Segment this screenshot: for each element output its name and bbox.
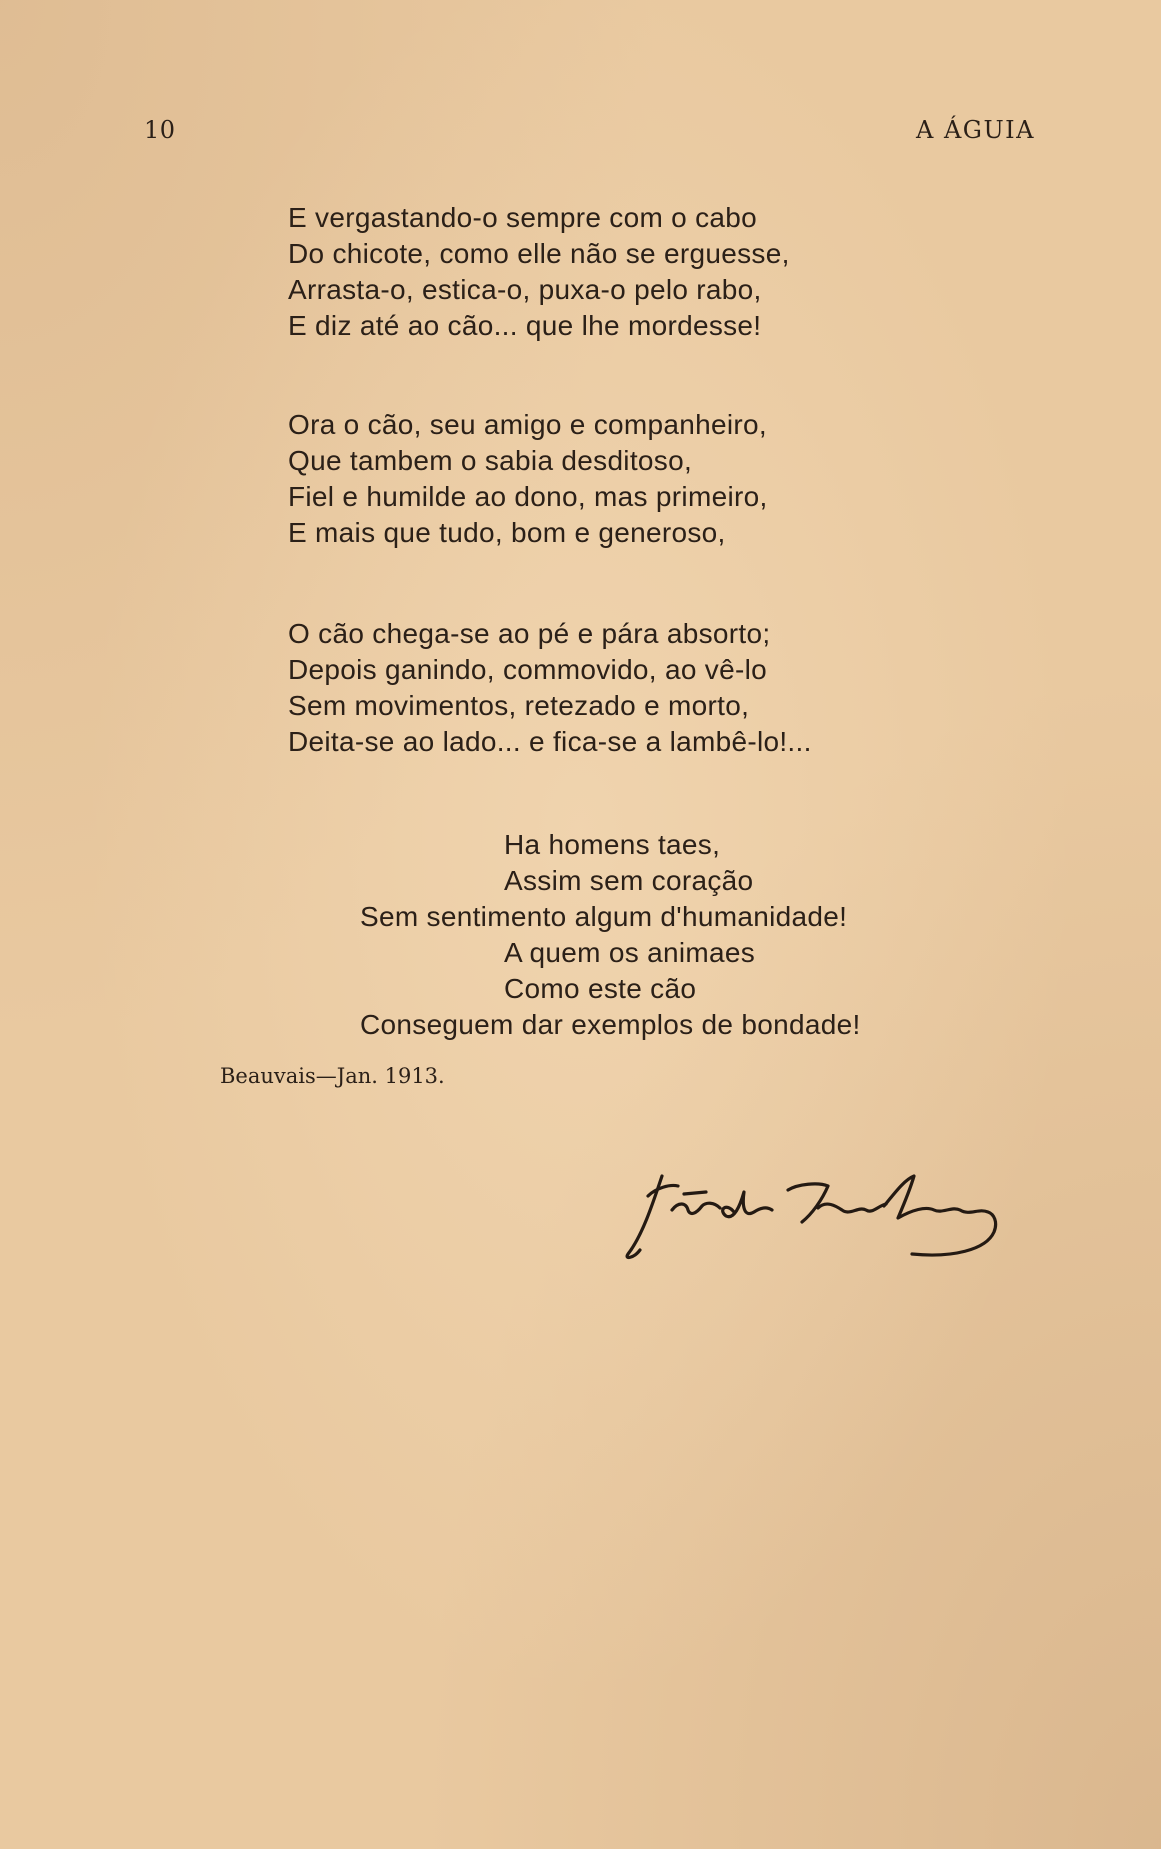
poem-line: Deita-se ao lado... e fica-se a lambê-lo!... xyxy=(288,726,812,757)
poem-stanza-2 xyxy=(288,407,768,551)
poem-line: Ora o cão, seu amigo e companheiro, xyxy=(288,409,767,440)
poem-line: A quem os animaes xyxy=(504,937,756,968)
poem-line: Do chicote, como elle não se erguesse, xyxy=(288,238,790,269)
poem-line: Assim sem coração xyxy=(504,865,754,896)
poem-line: Depois ganindo, commovido, ao vê-lo xyxy=(288,654,767,685)
poem-stanza-1 xyxy=(288,200,790,344)
poem-line: Arrasta-o, estica-o, puxa-o pelo rabo, xyxy=(288,274,762,305)
poem-line: Conseguem dar exemplos de bondade! xyxy=(360,1009,861,1040)
poem-line: O cão chega-se ao pé e pára absorto; xyxy=(288,618,771,649)
poem-line: Sem sentimento algum d'humanidade! xyxy=(360,901,848,932)
poem-line: E mais que tudo, bom e generoso, xyxy=(288,517,726,548)
poem-line: E vergastando-o sempre com o cabo xyxy=(288,202,758,233)
poem-line: E diz até ao cão... que lhe mordesse! xyxy=(288,310,762,341)
poem-line: Fiel e humilde ao dono, mas primeiro, xyxy=(288,481,768,512)
poem-stanza-4 xyxy=(360,827,861,1043)
page-number: 10 xyxy=(144,116,176,144)
poem-line: Como este cão xyxy=(504,973,697,1004)
poem-line: Ha homens taes, xyxy=(504,829,721,860)
poem-stanza-3 xyxy=(288,616,812,760)
handwritten-signature-icon xyxy=(622,1166,1022,1266)
dateline: Beauvais—Jan. 1913. xyxy=(220,1064,445,1088)
poem-line: Sem movimentos, retezado e morto, xyxy=(288,690,750,721)
poem-line: Que tambem o sabia desditoso, xyxy=(288,445,693,476)
running-header-title: A ÁGUIA xyxy=(915,116,1035,144)
